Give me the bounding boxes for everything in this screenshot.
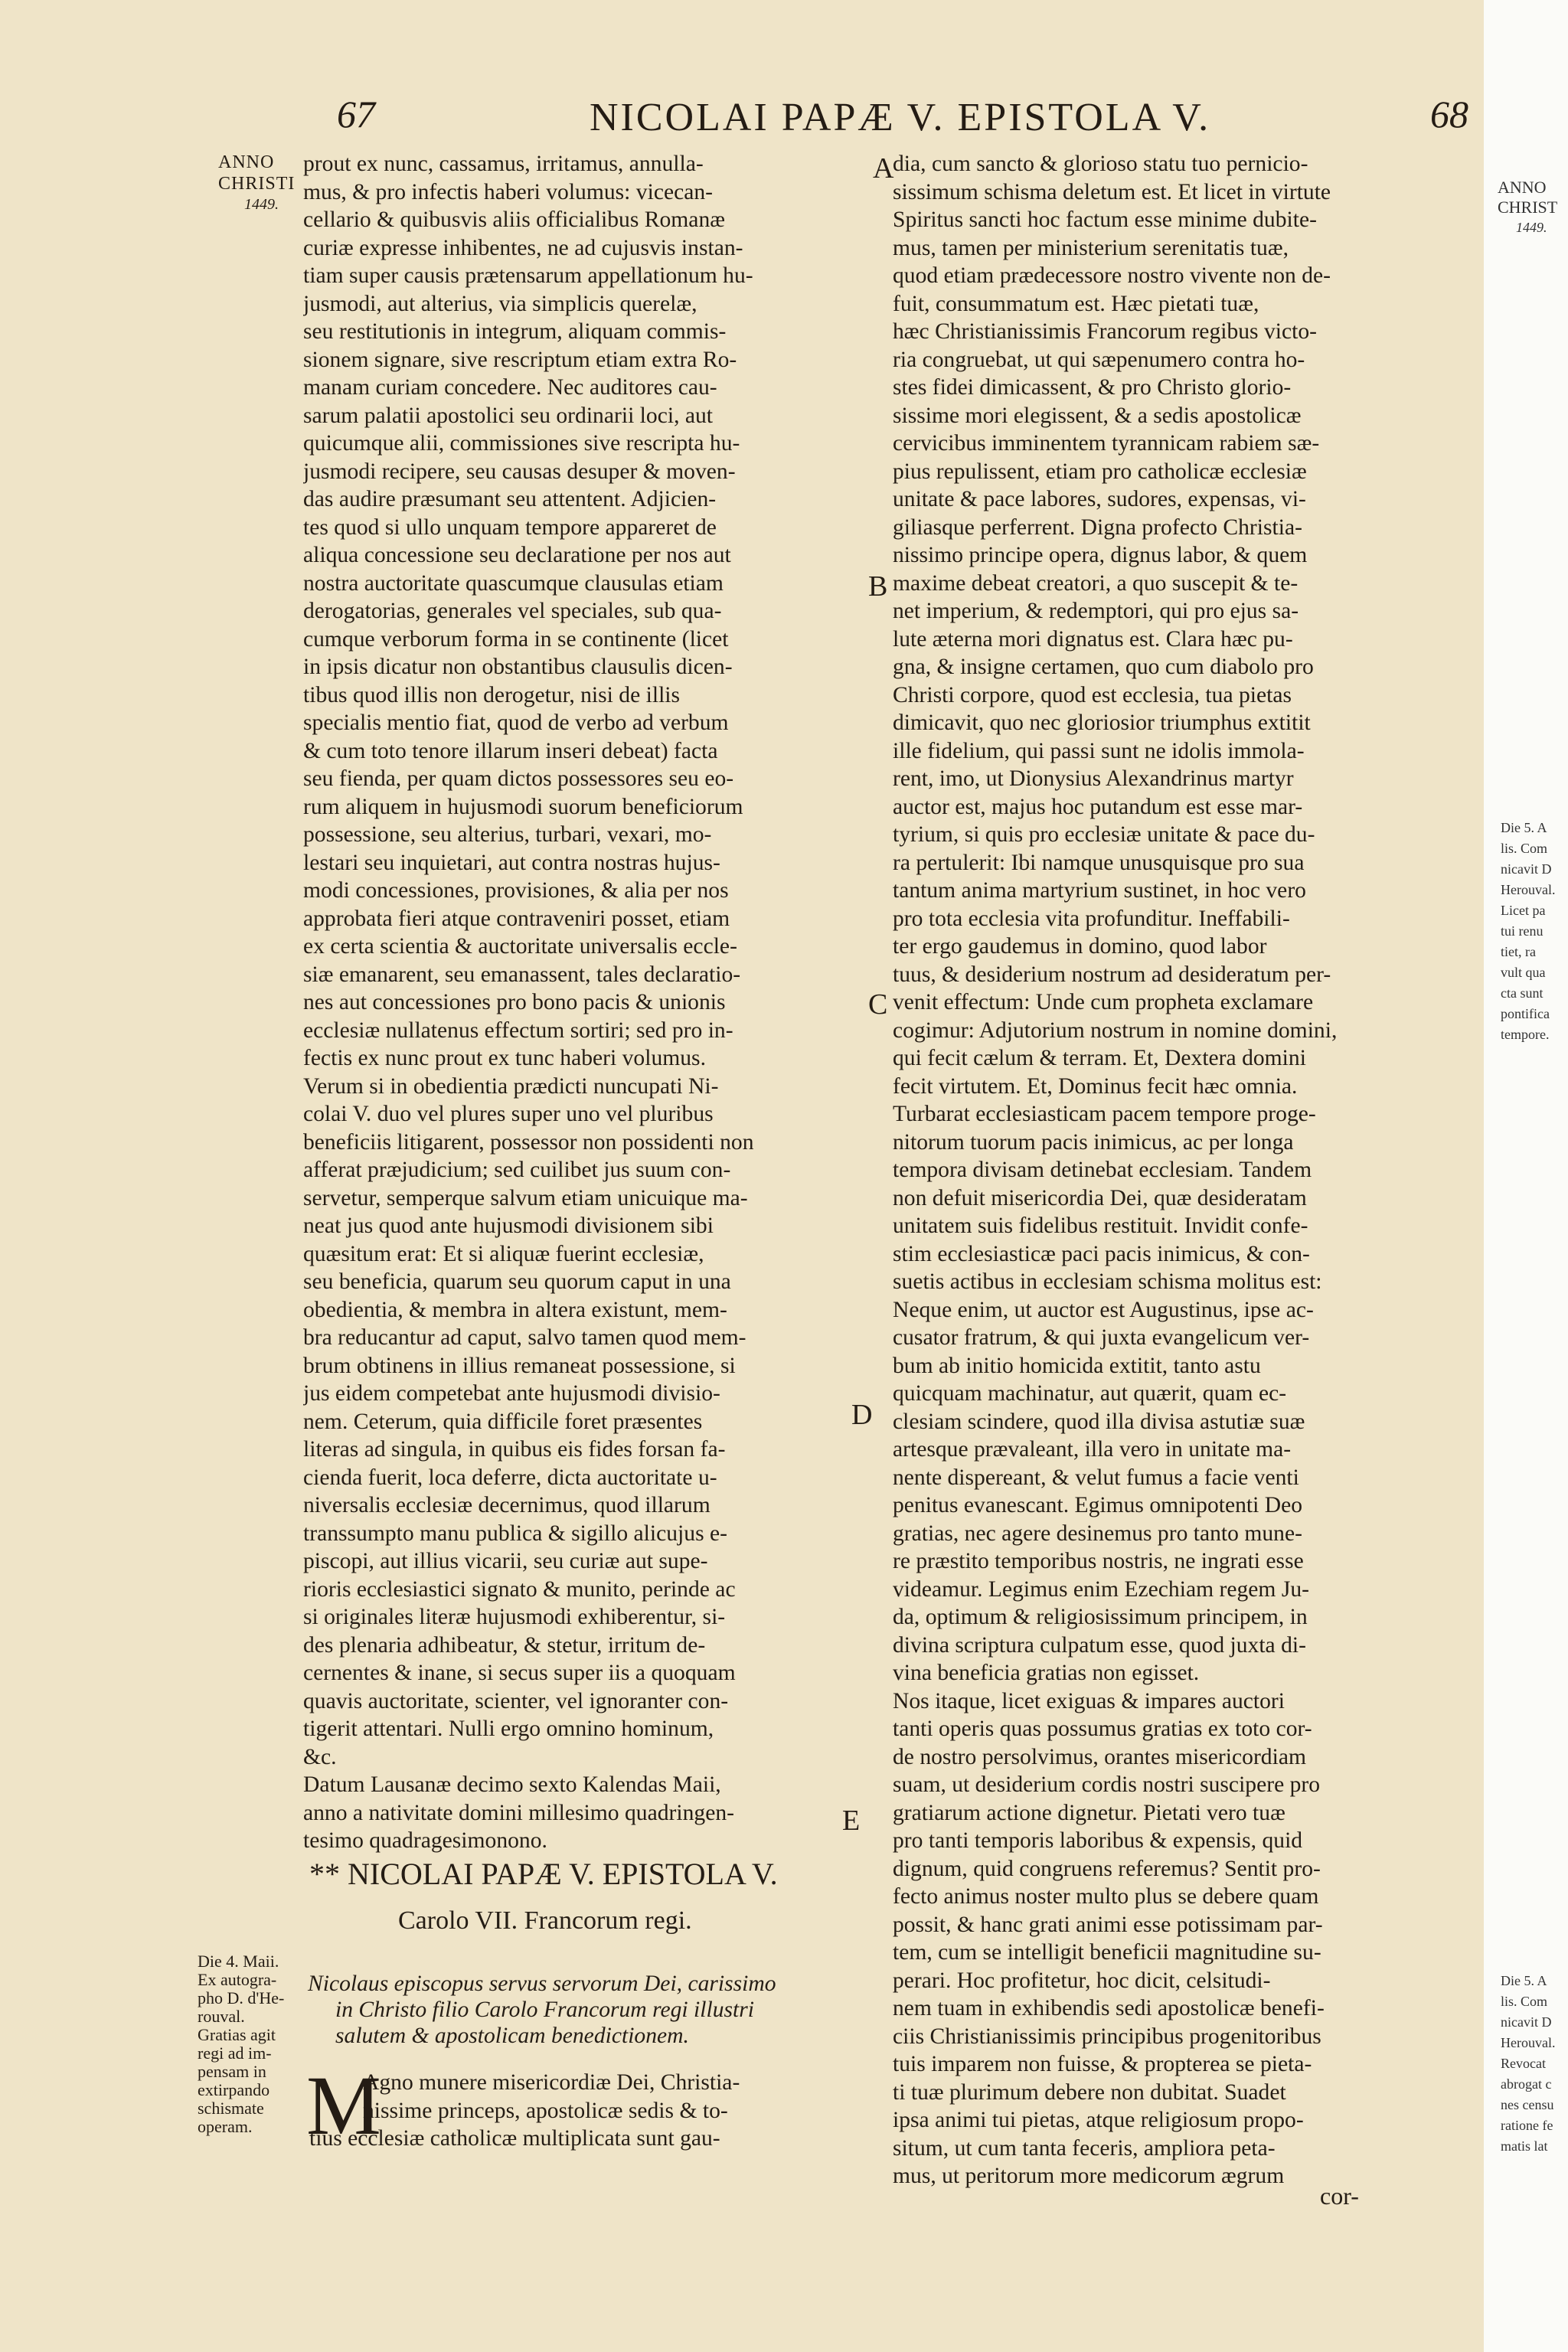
text-line: unitate & pace labores, sudores, expensas, vi-	[893, 487, 1306, 511]
text-line: rum aliquem in hujusmodi suorum beneficiorum	[303, 794, 743, 819]
adjacent-anno-line: ANNO	[1498, 178, 1547, 197]
catchword: cor-	[1320, 2182, 1359, 2210]
adjacent-anno-line: 1449.	[1516, 220, 1547, 235]
margin-note-line: pho D. d'He-	[198, 1988, 285, 2007]
text-line: ter ergo gaudemus in domino, quod labor	[893, 934, 1267, 959]
anno-christi-note	[218, 152, 295, 214]
text-line: lute æterna mori dignatus est. Clara hæc pu-	[893, 626, 1293, 652]
text-line: dignum, quid congruens referemus? Sentit pro-	[893, 1856, 1321, 1881]
text-line: non defuit misericordia Dei, quæ desideratam	[893, 1185, 1307, 1210]
adjacent-note-line: Revocat	[1501, 2056, 1546, 2071]
text-line: videamur. Legimus enim Ezechiam regem Ju-	[893, 1576, 1310, 1602]
text-line: si originales literæ hujusmodi exhiberentur, si-	[303, 1605, 726, 1629]
text-line: specialis mentio fiat, quod de verbo ad verbum	[303, 710, 729, 735]
text-line: cervicibus imminentem tyrannicam rabiem sæ-	[893, 431, 1320, 456]
running-title: NICOLAI PAPÆ V. EPISTOLA V.	[590, 96, 1211, 139]
text-line: fecit virtutem. Et, Dominus fecit hæc omnia.	[893, 1073, 1298, 1099]
text-line: lestari seu inquietari, aut contra nostras hujus-	[303, 850, 720, 875]
text-line: prout ex nunc, cassamus, irritamus, annulla-	[303, 152, 704, 176]
text-line: penitus evanescant. Egimus omnipotenti Deo	[893, 1493, 1303, 1517]
adjacent-anno-note	[1498, 178, 1557, 237]
text-line: sissimum schisma deletum est. Et licet in virtute	[893, 179, 1331, 204]
text-line: ria congruebat, ut qui sæpenumero contra ho-	[893, 347, 1305, 372]
text-line: nitorum tuorum pacis inimicus, ac per longa	[893, 1129, 1294, 1155]
page-number-right: 68	[1430, 93, 1468, 136]
margin-note-line: rouval.	[198, 2007, 245, 2026]
adjacent-note-line: vult qua	[1501, 965, 1546, 980]
text-line: &c.	[303, 1744, 337, 1769]
text-line: da, optimum & religiosissimum principem, in	[893, 1605, 1308, 1629]
text-line: tantum anima martyrium sustinet, in hoc vero	[893, 878, 1306, 903]
text-line: clesiam scindere, quod illa divisa astutiæ suæ	[893, 1409, 1305, 1434]
text-line: in ipsis dicatur non obstantibus clausulis dicen-	[303, 655, 733, 679]
text-line: ciis Christianissimis principibus progenitoribus	[893, 2024, 1321, 2049]
text-line: manam curiam concedere. Nec auditores cau-	[303, 375, 717, 400]
text-line: gna, & insigne certamen, quo cum diabolo pro	[893, 655, 1314, 679]
margin-note-line: regi ad im-	[198, 2043, 272, 2063]
adjacent-note-line: Licet pa	[1501, 903, 1546, 918]
text-line: divina scriptura culpatum esse, quod juxta di-	[893, 1632, 1306, 1658]
text-line: bra reducantur ad caput, salvo tamen quod mem-	[303, 1325, 746, 1350]
text-line: ille fidelium, qui passi sunt ne idolis immola-	[893, 738, 1305, 763]
text-line: Christi corpore, quod est ecclesia, tua pietas	[893, 682, 1292, 707]
adjacent-anno-line: CHRIST	[1498, 198, 1558, 217]
text-line: nem tuam in exhibendis sedi apostolicæ benefi-	[893, 1996, 1325, 2020]
adjacent-note-line: tiet, ra	[1501, 944, 1536, 959]
section-letter-e: E	[842, 1805, 861, 1837]
adjacent-note-line: nicavit D	[1501, 861, 1552, 877]
text-line: anno a nativitate domini millesimo quadringen-	[303, 1800, 734, 1825]
text-line: quicumque alii, commissiones sive rescripta hu-	[303, 431, 740, 456]
opening-line: nissime princeps, apostolicæ sedis & to-	[363, 2098, 728, 2123]
text-line: cogimur: Adjutorium nostrum in nomine domini,	[893, 1018, 1338, 1043]
text-line: seu beneficia, quarum seu quorum caput in una	[303, 1269, 731, 1294]
text-line: piscopi, aut illius vicarii, seu curiæ aut supe-	[303, 1549, 708, 1573]
text-line: derogatorias, generales vel speciales, sub qua-	[303, 599, 722, 623]
text-line: gratiarum actione dignetur. Pietati vero tuæ	[893, 1800, 1285, 1825]
text-line: ex certa scientia & auctoritate universalis eccle-	[303, 934, 737, 959]
text-line: tibus quod illis non derogetur, nisi de illis	[303, 682, 681, 707]
text-line: de nostro persolvimus, orantes misericordiam	[893, 1744, 1306, 1769]
text-line: seu fienda, per quam dictos possessores seu eo-	[303, 766, 734, 791]
text-line: auctor est, majus hoc putandum est esse mar-	[893, 794, 1303, 819]
text-line: fuit, consummatum est. Hæc pietati tuæ,	[893, 291, 1259, 316]
opening-line: tius ecclesiæ catholicæ multiplicata sunt gau-	[309, 2126, 720, 2151]
text-line: des plenaria adhibeatur, & stetur, irritum de-	[303, 1632, 706, 1658]
text-line: net imperium, & redemptori, qui pro ejus sa-	[893, 599, 1299, 623]
text-line: cernentes & inane, si secus super iis a quoquam	[303, 1661, 736, 1685]
opening-line: Agno munere misericordiæ Dei, Christia-	[363, 2070, 740, 2095]
epistola-recipient: Carolo VII. Francorum regi.	[398, 1906, 692, 1935]
section-letter-b: B	[868, 570, 888, 603]
text-line: curiæ expresse inhibentes, ne ad cujusvis instan-	[303, 235, 743, 260]
text-line: gratias, nec agere desinemus pro tanto mune-	[893, 1521, 1302, 1546]
adjacent-note-line: Herouval.	[1501, 882, 1556, 897]
text-line: quæsitum erat: Et si aliquæ fuerint ecclesiæ,	[303, 1241, 704, 1266]
text-line: unitatem suis fidelibus restituit. Invidit confe-	[893, 1214, 1308, 1238]
text-line: nostra auctoritate quascumque clausulas etiam	[303, 570, 724, 596]
text-line: niversalis ecclesiæ decernimus, quod illarum	[303, 1493, 710, 1517]
text-line: artesque prævaleant, illa vero in unitate ma-	[893, 1437, 1292, 1462]
text-line: quavis auctoritate, scienter, vel ignoranter con-	[303, 1688, 729, 1713]
adjacent-note-line: Herouval.	[1501, 2035, 1556, 2050]
text-line: Neque enim, ut auctor est Augustinus, ipse ac-	[893, 1297, 1314, 1322]
text-line: nissimo principe opera, dignus labor, & quem	[893, 543, 1308, 567]
page-number-left: 67	[337, 93, 375, 136]
margin-note-line: operam.	[198, 2117, 253, 2136]
text-line: siæ emanarent, seu emanassent, tales declaratio-	[303, 962, 741, 987]
text-line: neat jus quod ante hujusmodi divisionem sibi	[303, 1214, 714, 1238]
text-line: sarum palatii apostolici seu ordinarii loci, aut	[303, 403, 714, 428]
text-line: servetur, semperque salvum etiam unicuique ma-	[303, 1185, 748, 1210]
text-line: venit effectum: Unde cum propheta exclamare	[893, 990, 1314, 1014]
text-line: mus, & pro infectis haberi volumus: vicecan-	[303, 179, 714, 204]
margin-note-line: pensam in	[198, 2062, 266, 2081]
adjacent-page-strip	[1484, 0, 1568, 2352]
text-line: ra pertulerit: Ibi namque unusquisque pro sua	[893, 850, 1305, 875]
text-line: modi concessiones, provisiones, & alia per nos	[303, 878, 729, 903]
text-line: stim ecclesiasticæ paci pacis inimicus, & con-	[893, 1241, 1310, 1266]
text-line: transsumpto manu publica & sigillo alicujus e-	[303, 1521, 727, 1546]
text-line: giliasque perferrent. Digna profecto Christia-	[893, 514, 1302, 540]
adjacent-note-line: nicavit D	[1501, 2014, 1552, 2030]
text-line: tuus, & desiderium nostrum ad desideratum per-	[893, 962, 1331, 987]
adjacent-note-line: tui renu	[1501, 923, 1544, 939]
text-line: approbata fieri atque contraveniri posset, etiam	[303, 906, 730, 931]
margin-note-line: extirpando	[198, 2080, 270, 2099]
text-line: literas ad singula, in quibus eis fides forsan fa-	[303, 1437, 726, 1462]
adjacent-note-line: cta sunt	[1501, 985, 1544, 1001]
text-line: quicquam machinatur, aut quærit, quam ec-	[893, 1381, 1287, 1406]
text-line: tesimo quadragesimonono.	[303, 1828, 547, 1853]
margin-note-line: schismate	[198, 2099, 264, 2118]
text-line: dimicavit, quo nec gloriosior triumphus extitit	[893, 710, 1311, 735]
margin-note-line: Die 4. Maii.	[198, 1952, 279, 1971]
text-line: Nos itaque, licet exiguas & impares auctori	[893, 1688, 1285, 1713]
adjacent-note-line: lis. Com	[1501, 1994, 1548, 2009]
text-line: tigerit attentari. Nulli ergo omnino hominum,	[303, 1717, 714, 1741]
text-line: aliqua concessione seu declaratione per nos aut	[303, 543, 731, 567]
adjacent-note-line: Die 5. A	[1501, 1973, 1547, 1988]
text-line: cellario & quibusvis aliis officialibus Romanæ	[303, 207, 725, 232]
text-line: mus, ut peritorum more medicorum ægrum	[893, 2164, 1285, 2188]
left-column-text	[303, 150, 862, 1855]
adjacent-note-line: Die 5. A	[1501, 820, 1547, 835]
text-line: nem. Ceterum, quia difficile foret præsentes	[303, 1409, 703, 1434]
text-line: das audire præsumant seu attentent. Adjicien-	[303, 487, 717, 511]
christi-line: CHRISTI	[218, 174, 296, 194]
text-line: jusmodi, aut alterius, via simplicis querelæ,	[303, 291, 697, 316]
text-line: pro tanti temporis laboribus & expensis, quid	[893, 1828, 1303, 1853]
text-line: jusmodi recipere, seu causas desuper & moven-	[303, 459, 736, 484]
text-line: Verum si in obedientia prædicti nuncupati Ni-	[303, 1073, 719, 1099]
salutation-line: Nicolaus episcopus servus servorum Dei, carissimo	[308, 1971, 776, 1996]
margin-note-epistola	[198, 1952, 284, 2136]
text-line: tuis imparem non fuisse, & propterea se pieta-	[893, 2052, 1312, 2076]
adjacent-note-line: lis. Com	[1501, 841, 1548, 856]
text-line: tanti operis quas possumus gratias ex toto cor-	[893, 1717, 1312, 1741]
salutation-line: salutem & apostolicam benedictionem.	[335, 2024, 689, 2048]
text-line: tyrium, si quis pro ecclesiæ unitate & pace du-	[893, 822, 1315, 847]
text-line: obedientia, & membra in altera existunt, mem-	[303, 1297, 727, 1322]
epistola-opening	[309, 2069, 861, 2153]
adjacent-note-line: pontifica	[1501, 1006, 1550, 1021]
text-line: afferat præjudicium; sed cuilibet jus suum con-	[303, 1158, 731, 1182]
text-line: possit, & hanc grati animi esse potissimam par-	[893, 1912, 1323, 1937]
text-line: ecclesiæ nullatenus effectum sortiri; sed pro in-	[303, 1018, 733, 1043]
text-line: Turbarat ecclesiasticam pacem tempore proge-	[893, 1102, 1316, 1126]
text-line: sissime mori elegissent, & a sedis apostolicæ	[893, 403, 1302, 428]
text-line: qui fecit cælum & terram. Et, Dextera domini	[893, 1046, 1306, 1070]
drop-cap-initial: M	[306, 2059, 381, 2152]
text-line: tiam super causis prætensarum appellationum hu-	[303, 263, 753, 288]
text-line: nente dispereant, & velut fumus a facie venti	[893, 1465, 1299, 1490]
text-line: fectis ex nunc prout ex tunc haberi volumus.	[303, 1046, 706, 1070]
text-line: rent, imo, ut Dionysius Alexandrinus martyr	[893, 766, 1294, 791]
margin-note-line: Ex autogra-	[198, 1970, 277, 1989]
text-line: & cum toto tenore illarum inseri debeat) facta	[303, 738, 718, 763]
text-line: mus, tamen per ministerium serenitatis tuæ,	[893, 235, 1289, 260]
text-line: vina beneficia gratias non egisset.	[893, 1661, 1200, 1685]
text-line: situm, ut cum tanta feceris, ampliora peta-	[893, 2135, 1276, 2161]
text-line: re præstito temporibus nostris, ne ingrati esse	[893, 1549, 1304, 1573]
text-line: hæc Christianissimis Francorum regibus victo-	[893, 319, 1318, 344]
salutation	[308, 1971, 776, 2049]
text-line: ipsa animi tui pietas, atque religiosum propo-	[893, 2108, 1304, 2132]
right-column-text	[893, 150, 1444, 2190]
text-line: seu restitutionis in integrum, aliquam commis-	[303, 319, 727, 344]
epistola-title: ** NICOLAI PAPÆ V. EPISTOLA V.	[309, 1857, 778, 1891]
adjacent-note-line: ratione fe	[1501, 2118, 1553, 2133]
section-letter-a: A	[873, 152, 894, 185]
adjacent-note-line: nes censu	[1501, 2097, 1554, 2112]
text-line: cienda fuerit, loca deferre, dicta auctoritate u-	[303, 1465, 717, 1490]
text-line: suam, ut desiderium cordis nostri suscipere pro	[893, 1772, 1321, 1797]
text-line: perari. Hoc profitetur, hoc dicit, celsitudi-	[893, 1968, 1271, 1993]
text-line: fecto animus noster multo plus se debere quam	[893, 1884, 1319, 1909]
text-line: colai V. duo vel plures super uno vel pluribus	[303, 1102, 714, 1126]
text-line: beneficiis litigarent, possessor non possidenti non	[303, 1129, 754, 1155]
adjacent-note-line: matis lat	[1501, 2138, 1548, 2154]
text-line: brum obtinens in illius remaneat possessione, si	[303, 1353, 736, 1378]
text-line: tempora divisam detinebat ecclesiam. Tandem	[893, 1158, 1312, 1182]
text-line: possessione, seu alterius, turbari, vexari, mo-	[303, 822, 712, 847]
text-line: sionem signare, sive rescriptum etiam extra Ro-	[303, 347, 737, 372]
section-letter-d: D	[851, 1399, 873, 1431]
text-line: Datum Lausanæ decimo sexto Kalendas Maii,	[303, 1772, 721, 1797]
text-line: cumque verborum forma in se continente (licet	[303, 626, 729, 652]
text-line: maxime debeat creatori, a quo suscepit & te-	[893, 570, 1298, 596]
text-line: tem, cum se intelligit beneficii magnitudine su-	[893, 1940, 1321, 1965]
salutation-line: in Christo filio Carolo Francorum regi illustri	[335, 1998, 754, 2022]
adjacent-note-line: tempore.	[1501, 1027, 1550, 1042]
text-line: tes quod si ullo unquam tempore appareret de	[303, 514, 717, 540]
text-line: suetis actibus in ecclesiam schisma molitus est:	[893, 1269, 1322, 1294]
text-line: stes fidei dimicassent, & pro Christo glorio-	[893, 375, 1292, 400]
year-line: 1449.	[244, 196, 279, 213]
text-line: ti tuæ plurimum debere non dubitat. Suadet	[893, 2079, 1286, 2105]
text-line: pro tota ecclesia vita profunditur. Ineffabili-	[893, 906, 1290, 931]
text-line: Spiritus sancti hoc factum esse minime dubite-	[893, 207, 1317, 232]
text-line: jus eidem competebat ante hujusmodi divisio-	[303, 1381, 720, 1406]
text-line: nes aut concessiones pro bono pacis & unionis	[303, 990, 726, 1014]
margin-note-line: Gratias agit	[198, 2025, 276, 2044]
text-line: dia, cum sancto & glorioso statu tuo pernicio-	[893, 152, 1308, 176]
adjacent-margin-note-2	[1501, 1971, 1555, 2157]
section-letter-c: C	[868, 988, 888, 1021]
adjacent-margin-note-1	[1501, 818, 1555, 1045]
anno-line: ANNO	[218, 152, 275, 172]
text-line: rioris ecclesiastici signato & munito, perinde ac	[303, 1576, 736, 1602]
text-line: cusator fratrum, & qui juxta evangelicum ver-	[893, 1325, 1310, 1350]
text-line: quod etiam prædecessore nostro vivente non de-	[893, 263, 1331, 288]
text-line: bum ab initio homicida extitit, tanto astu	[893, 1353, 1261, 1378]
text-line: pius repulissent, etiam pro catholicæ ecclesiæ	[893, 459, 1307, 484]
adjacent-note-line: abrogat c	[1501, 2076, 1552, 2092]
